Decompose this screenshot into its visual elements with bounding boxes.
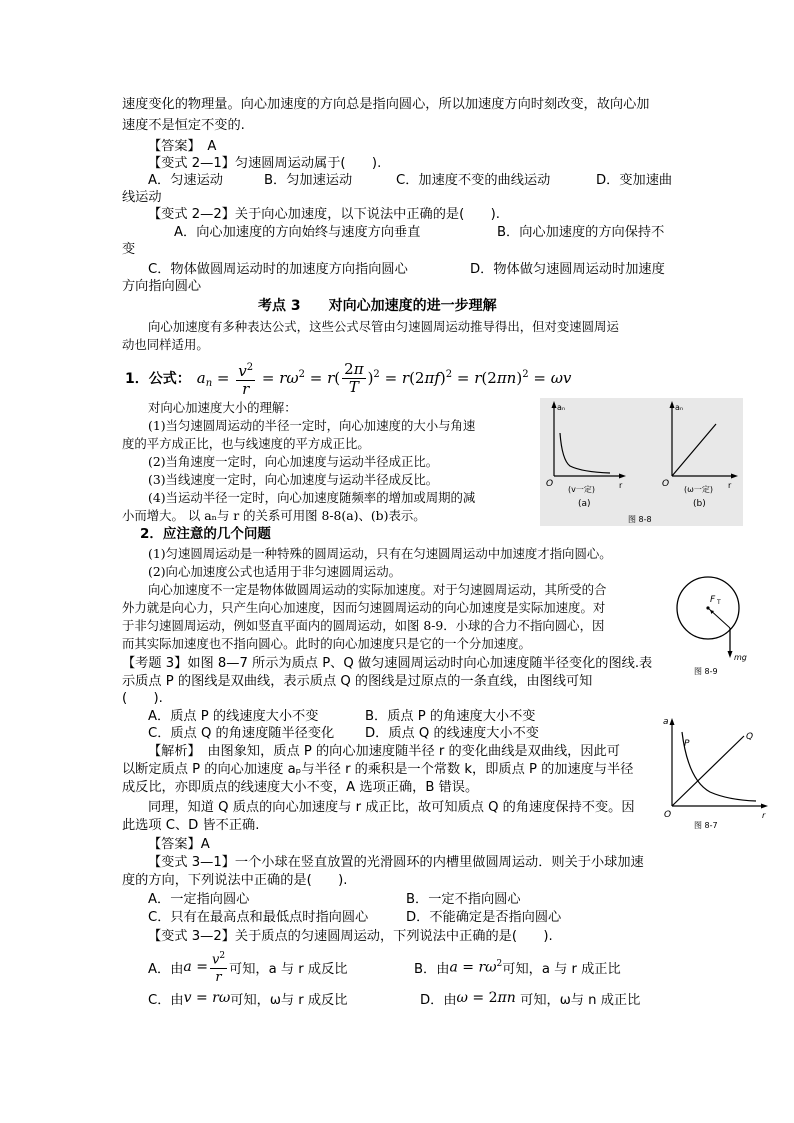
text-line: (4)当运动半径一定时，向心加速度随频率的增加或周期的减 — [148, 490, 476, 505]
text-line: 于非匀速圆周运动，例如竖直平面内的圆周运动，如图 8-9．小球的合力不指向圆心，因 — [122, 618, 605, 633]
text-line: 线运动 — [122, 190, 162, 205]
option-a-post: 可知，a 与 r 成反比 — [229, 961, 348, 977]
fig88-a-y-label: aₙ — [557, 403, 566, 412]
question-line: ( ). — [122, 691, 163, 706]
fig88-a-origin: O — [546, 479, 554, 489]
formula: 1．公式： a n = $\frac{v^2}{r}$ = $r\omega^2 = r$( $\frac{2\pi}{T}$ )$^2 = r(2\pi f)^2 = r(2\pi n)^2 = \omega v$ — [125, 359, 572, 398]
fig87-q-label: Q — [746, 732, 754, 742]
text-line: 小而增大。 以 aₙ与 r 的关系可用图 8-8(a)、(b)表示。 — [122, 508, 426, 523]
fig89-caption: 图 8-9 — [694, 667, 718, 676]
option-d: D．物体做匀速圆周运动时加速度 — [470, 262, 665, 277]
option-a-pre: A．由 — [148, 961, 184, 977]
text-line: 而其实际加速度也不指向圆心。此时的向心加速度只是它的一个分加速度。 — [122, 636, 531, 651]
figure-8-7 — [660, 712, 772, 830]
figure-8-9 — [672, 572, 752, 680]
text-line: 度的平方成正比，也与线速度的平方成正比。 — [122, 436, 370, 451]
fig88-b-x-label: r — [728, 481, 732, 490]
fig87-origin: O — [664, 810, 672, 820]
option-c: C．加速度不变的曲线运动 — [396, 173, 551, 188]
option-b: B．质点 P 的角速度大小不变 — [365, 709, 536, 724]
option-b: B．匀加速运动 — [264, 173, 353, 188]
formula-label: 1．公式： — [125, 371, 191, 387]
text-line: 动也同样适用。 — [122, 337, 209, 352]
section-title: 考点 3 对向心加速度的进一步理解 — [258, 298, 497, 314]
fig88-b-cond: (ω一定) — [684, 485, 713, 494]
fig88-b-y-label: aₙ — [675, 403, 684, 412]
text-line: (3)当线速度一定时，向心加速度与运动半径成反比。 — [148, 472, 439, 487]
question-line: 【变式 2—2】关于向心加速度，以下说法中正确的是( ). — [148, 207, 500, 222]
text-line: (1)当匀速圆周运动的半径一定时，向心加速度的大小与角速 — [148, 418, 476, 433]
analysis-line: 以断定质点 P 的向心加速度 aₚ与半径 r 的乘积是一个常数 k，即质点 P 的加速度与半径 — [122, 762, 634, 777]
figure-8-8 — [540, 398, 743, 526]
option-c: C．质点 Q 的角速度随半径变化 — [148, 726, 335, 741]
text-line: (2)当角速度一定时，向心加速度与运动半径成正比。 — [148, 454, 439, 469]
option-a: A．一定指向圆心 — [148, 892, 250, 907]
analysis-line: 同理，知道 Q 质点的向心加速度与 r 成正比，故可知质点 Q 的角速度保持不变。因 — [148, 800, 635, 815]
fig88-b-label: (b) — [693, 499, 706, 509]
text-line: 速度变化的物理量。向心加速度的方向总是指向圆心，所以加速度方向时刻改变，故向心加 — [122, 97, 650, 112]
option-c: C．只有在最高点和最低点时指向圆心 — [148, 910, 369, 925]
fig87-y-label: a — [663, 717, 669, 727]
text-line: 向心加速度有多种表达公式，这些公式尽管由匀速圆周运动推导得出，但对变速圆周运 — [148, 319, 619, 334]
fig88-a-x-label: r — [619, 481, 623, 490]
option-c: C．物体做圆周运动时的加速度方向指向圆心 — [148, 262, 408, 277]
fig87-x-label: r — [762, 811, 766, 820]
option-d: D．质点 Q 的线速度大小不变 — [365, 726, 539, 741]
option-b: B．向心加速度的方向保持不 — [497, 225, 665, 240]
analysis-line: 【解析】 由图象知，质点 P 的向心加速度随半径 r 的变化曲线是双曲线，因此可 — [148, 744, 620, 759]
fig88-a-cond: (v一定) — [568, 485, 595, 494]
question-line: 【变式 3—2】关于质点的匀速圆周运动，下列说法中正确的是( ). — [148, 929, 553, 944]
analysis-line: 成反比，亦即质点的线速度大小不变，A 选项正确，B 错误。 — [122, 780, 479, 795]
fig87-caption: 图 8-7 — [694, 821, 718, 830]
fig89-weight-label: mg — [734, 653, 747, 662]
option-d: D．变加速曲 — [596, 173, 673, 188]
subsection-title: 2．应注意的几个问题 — [140, 526, 271, 542]
fig88-caption: 图 8-8 — [628, 515, 652, 524]
text-line: 对向心加速度大小的理解： — [148, 400, 297, 415]
option-a: A．匀速运动 — [148, 173, 223, 188]
option-b: B．一定不指向圆心 — [406, 892, 521, 907]
question-line: 度的方向，下列说法中正确的是( ). — [122, 873, 348, 888]
analysis-line: 此选项 C、D 皆不正确. — [122, 818, 260, 833]
option-d-pre: D．由 — [420, 992, 457, 1008]
fig87-p-label: P — [684, 739, 690, 749]
text-line: 速度不是恒定不变的. — [122, 118, 245, 133]
option-c-post: 可知，ω与 r 成反比 — [230, 992, 348, 1008]
text-line: (2)向心加速度公式也适用于非匀速圆周运动。 — [148, 564, 401, 579]
text-line: 变 — [122, 242, 136, 257]
option-c: C．由 v = rω 可知，ω与 r 成反比 — [148, 990, 348, 1008]
question-line: 【变式 3—1】一个小球在竖直放置的光滑圆环的内槽里做圆周运动．则关于小球加速 — [148, 855, 644, 870]
option-a: A．质点 P 的线速度大小不变 — [148, 709, 319, 724]
fig89-force-label: F — [710, 595, 716, 605]
fig88-b-origin: O — [662, 479, 670, 489]
option-a: A．由 a = $\frac{v^2}{r}$ 可知，a 与 r 成反比 — [148, 948, 347, 986]
option-d: D．由 ω = 2πn 可知，ω与 n 成正比 — [420, 990, 641, 1008]
text-line: 方向指向圆心 — [122, 279, 202, 294]
text-line: (1)匀速圆周运动是一种特殊的圆周运动，只有在匀速圆周运动中加速度才指向圆心。 — [148, 546, 612, 561]
answer-line: 【答案】A — [148, 837, 210, 852]
question-line: 【变式 2—1】匀速圆周运动属于( ). — [148, 156, 382, 171]
option-d: D．不能确定是否指向圆心 — [406, 910, 562, 925]
option-d-post: 可知，ω与 n 成正比 — [520, 992, 641, 1008]
question-line: 示质点 P 的图线是双曲线，表示质点 Q 的图线是过原点的一条直线，由图线可知 — [122, 674, 593, 689]
question-line: 【考题 3】如图 8—7 所示为质点 P、Q 做匀速圆周运动时向心加速度随半径变化的图线.表 — [122, 656, 653, 671]
text-line: 向心加速度不一定是物体做圆周运动的实际加速度。对于匀速圆周运动，其所受的合 — [148, 582, 607, 597]
option-c-pre: C．由 — [148, 992, 184, 1008]
option-b-post: 可知，a 与 r 成正比 — [502, 961, 621, 977]
text-line: 外力就是向心力，只产生向心加速度，因而匀速圆周运动的向心加速度是实际加速度。对 — [122, 600, 606, 615]
fig89-force-sub: T — [717, 599, 721, 606]
fig88-a-label: (a) — [578, 499, 591, 509]
option-b-pre: B．由 — [414, 961, 450, 977]
answer-line: 【答案】 A — [148, 139, 217, 154]
option-a: A．向心加速度的方向始终与速度方向垂直 — [174, 225, 421, 240]
option-b: B．由 $a = r\omega^2$ 可知，a 与 r 成正比 — [414, 958, 621, 977]
